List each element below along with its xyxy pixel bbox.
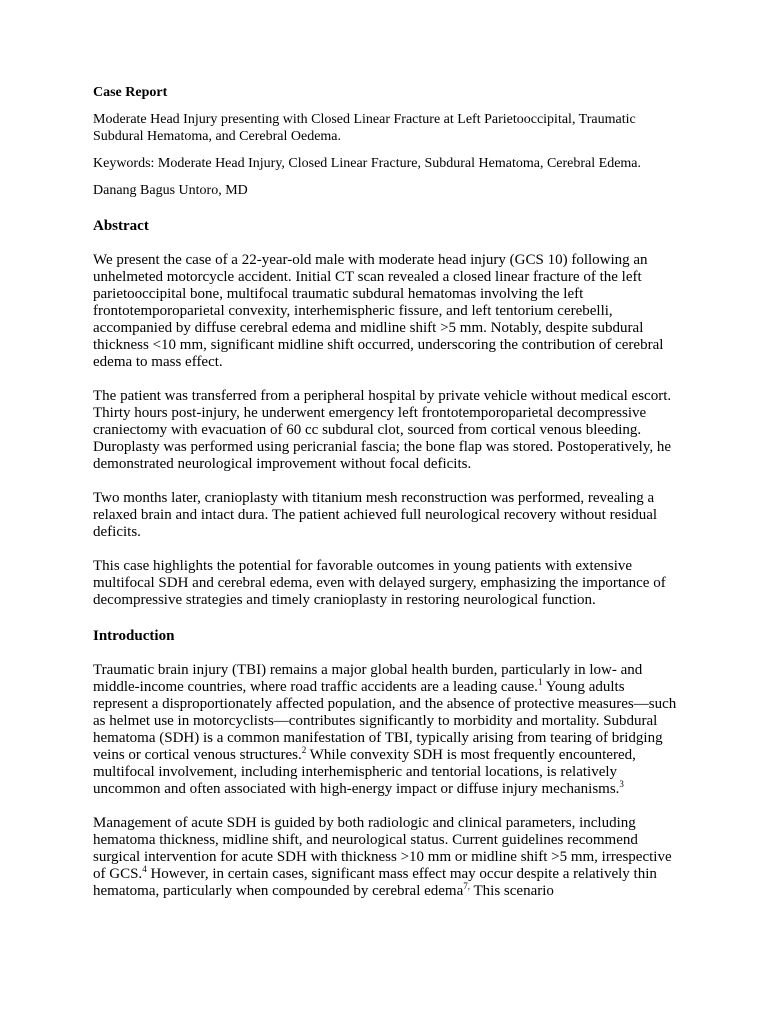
abstract-paragraph: This case highlights the potential for favorable outcomes in young patients with extensive multifocal SDH and cerebral edema, even with delayed surgery, emphasizing the importance of decompressive strategies and timely cranioplasty in restoring neurological function. [93,558,666,608]
article-title: Moderate Head Injury presenting with Closed Linear Fracture at Left Parietooccipital, Traumatic Subdural Hematoma, and Cerebral Oedema. [93,112,636,144]
abstract-paragraph: The patient was transferred from a peripheral hospital by private vehicle without medical escort. Thirty hours post-injury, he underwent emergency left frontotemporoparietal decompressive craniectomy with evacuation of 60 cc subdural clot, sourced from cortical venous bleeding. Duroplasty was performed using pericranial fascia; the bone flap was stored. Postoperatively, he demonstrated neurological improvement without focal deficits. [93,388,672,472]
paragraph-text: Young adults represent a disproportionately affected population, and the absence of protective measures—such as helmet use in motorcyclists—contributes significantly to morbidity and mortality. Subdural hematoma (SDH) is a common manifestation of TBI, typically arising from tearing of bridging veins or cortical venous structures. [93,679,677,763]
abstract-paragraph: We present the case of a 22-year-old male with moderate head injury (GCS 10) following an unhelmeted motorcycle accident. Initial CT scan revealed a closed linear fracture of the left parietooccipital bone, multifocal traumatic subdural hematomas involving the left frontotemporoparietal convexity, interhemispheric fissure, and left tentorium cerebelli, accompanied by diffuse cerebral edema and midline shift >5 mm. Notably, despite subdural thickness <10 mm, significant midline shift occurred, underscoring the contribution of cerebral edema to mass effect. [93,252,664,370]
abstract-paragraph: Two months later, cranioplasty with titanium mesh reconstruction was performed, revealing a relaxed brain and intact dura. The patient achieved full neurological recovery without residual deficits. [93,490,658,540]
citation-superscript: 2 [301,745,307,755]
paragraph-text: Management of acute SDH is guided by both radiologic and clinical parameters, including hematoma thickness, midline shift, and neurological status. Current guidelines recommend surgical intervention for acute SDH with thickness >10 mm or midline shift >5 mm, irrespective of GCS. [93,815,672,882]
paragraph-text: Traumatic brain injury (TBI) remains a major global health burden, particularly in low- and middle-income countries, where road traffic accidents are a leading cause. [93,662,643,695]
citation-superscript: 7, [463,881,471,891]
document-page [93,84,683,900]
article-type-label: Case Report [93,85,168,100]
citation-superscript: 1 [537,677,543,687]
abstract-heading: Abstract [93,218,149,234]
introduction-paragraph [93,662,683,798]
introduction-paragraph [93,815,683,900]
citation-superscript: 3 [619,779,624,789]
paragraph-text: This scenario [470,883,554,899]
introduction-heading: Introduction [93,628,175,644]
paragraph-text: However, in certain cases, significant mass effect may occur despite a relatively thin hematoma, particularly when compounded by cerebral edema [93,866,657,899]
paragraph-text: While convexity SDH is most frequently encountered, multifocal involvement, including interhemispheric and tentorial locations, is relatively uncommon and often associated with high-energy impact or diffuse injury mechanisms. [93,747,636,797]
keywords-line: Keywords: Moderate Head Injury, Closed Linear Fracture, Subdural Hematoma, Cerebral Edema. [93,156,642,171]
citation-superscript: 4 [142,864,147,874]
author-line: Danang Bagus Untoro, MD [93,183,248,198]
